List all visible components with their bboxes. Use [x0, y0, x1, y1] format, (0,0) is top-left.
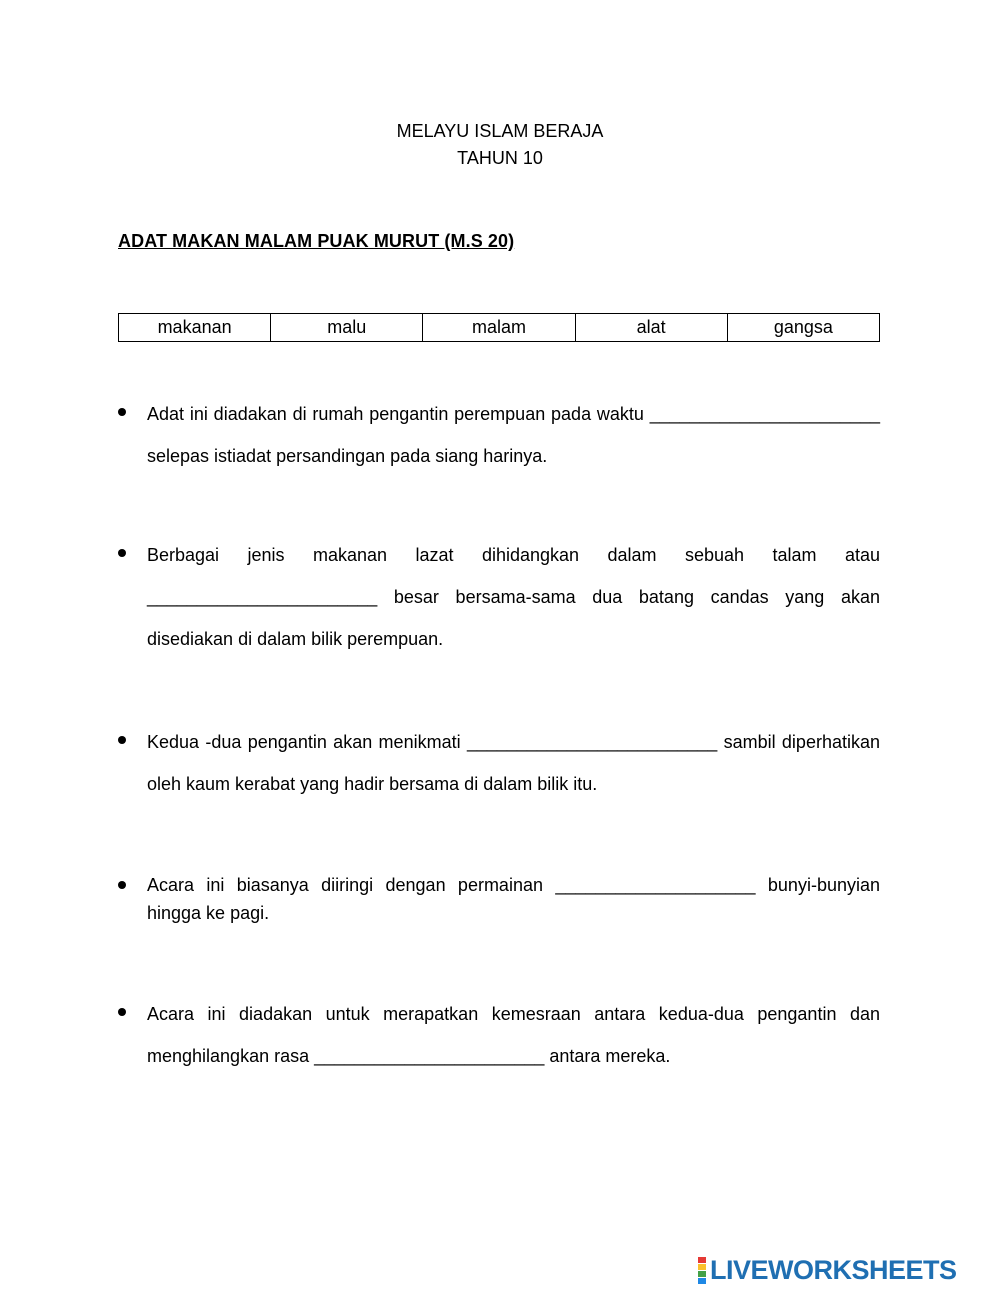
question-item [118, 871, 880, 927]
logo-tile [698, 1257, 706, 1263]
worksheet-title: MELAYU ISLAM BERAJA [396, 121, 604, 141]
question-text-before: Acara ini biasanya diiringi dengan permainan [147, 875, 556, 895]
logo-tile [698, 1278, 706, 1284]
logo-tile [698, 1271, 706, 1277]
answer-blank[interactable]: ____________________ [555, 875, 756, 895]
bullet-icon [118, 1008, 126, 1016]
question-text-after: sambil diperhatikan oleh kaum kerabat yang hadir bersama di dalam bilik itu. [147, 732, 880, 794]
question-item [118, 993, 880, 1077]
word-bank-table [118, 313, 880, 342]
word-bank-cell: alat [575, 314, 727, 342]
question-text [147, 393, 880, 477]
word-bank-cell: gangsa [727, 314, 879, 342]
section-title: ADAT MAKAN MALAM PUAK MURUT (M.S 20) [118, 231, 515, 251]
bullet-icon [118, 736, 126, 744]
logo-tile [698, 1264, 706, 1270]
liveworksheets-logo [698, 1257, 957, 1283]
answer-blank[interactable]: _______________________ [314, 1046, 545, 1066]
question-text-before: Kedua -dua pengantin akan menikmati [147, 732, 467, 752]
bullet-icon [118, 549, 126, 557]
logo-tiles-icon [698, 1257, 706, 1284]
logo-text: LIVEWORKSHEETS [710, 1255, 957, 1285]
question-text-before: Berbagai jenis makanan lazat dihidangkan dalam sebuah talam atau [147, 545, 880, 565]
answer-blank[interactable]: _________________________ [466, 732, 718, 752]
question-text [147, 534, 880, 660]
question-item [118, 721, 880, 805]
question-text-before: Adat ini diadakan di rumah pengantin perempuan pada waktu [147, 404, 650, 424]
question-text-before: Acara ini diadakan untuk merapatkan kemesraan antara kedua-dua pengantin dan menghilangkan rasa [147, 1004, 880, 1066]
question-text-after: antara mereka. [544, 1046, 671, 1066]
question-text-after: besar bersama-sama dua batang candas yang akan disediakan di dalam bilik perempuan. [147, 587, 880, 649]
question-text [147, 721, 880, 805]
answer-blank[interactable]: _______________________ [147, 587, 378, 607]
question-text [147, 993, 880, 1077]
question-item [118, 534, 880, 660]
word-bank-cell: makanan [119, 314, 271, 342]
bullet-icon [118, 408, 126, 416]
bullet-icon [118, 881, 126, 889]
worksheet-grade: TAHUN 10 [457, 148, 543, 168]
question-text-after: selepas istiadat persandingan pada siang harinya. [147, 446, 548, 466]
word-bank-cell: malam [423, 314, 575, 342]
question-text [147, 871, 880, 927]
word-bank-cell: malu [271, 314, 423, 342]
question-item [118, 393, 880, 477]
answer-blank[interactable]: _______________________ [649, 404, 880, 424]
question-text-after: bunyi-bunyian hingga ke pagi. [147, 875, 880, 923]
